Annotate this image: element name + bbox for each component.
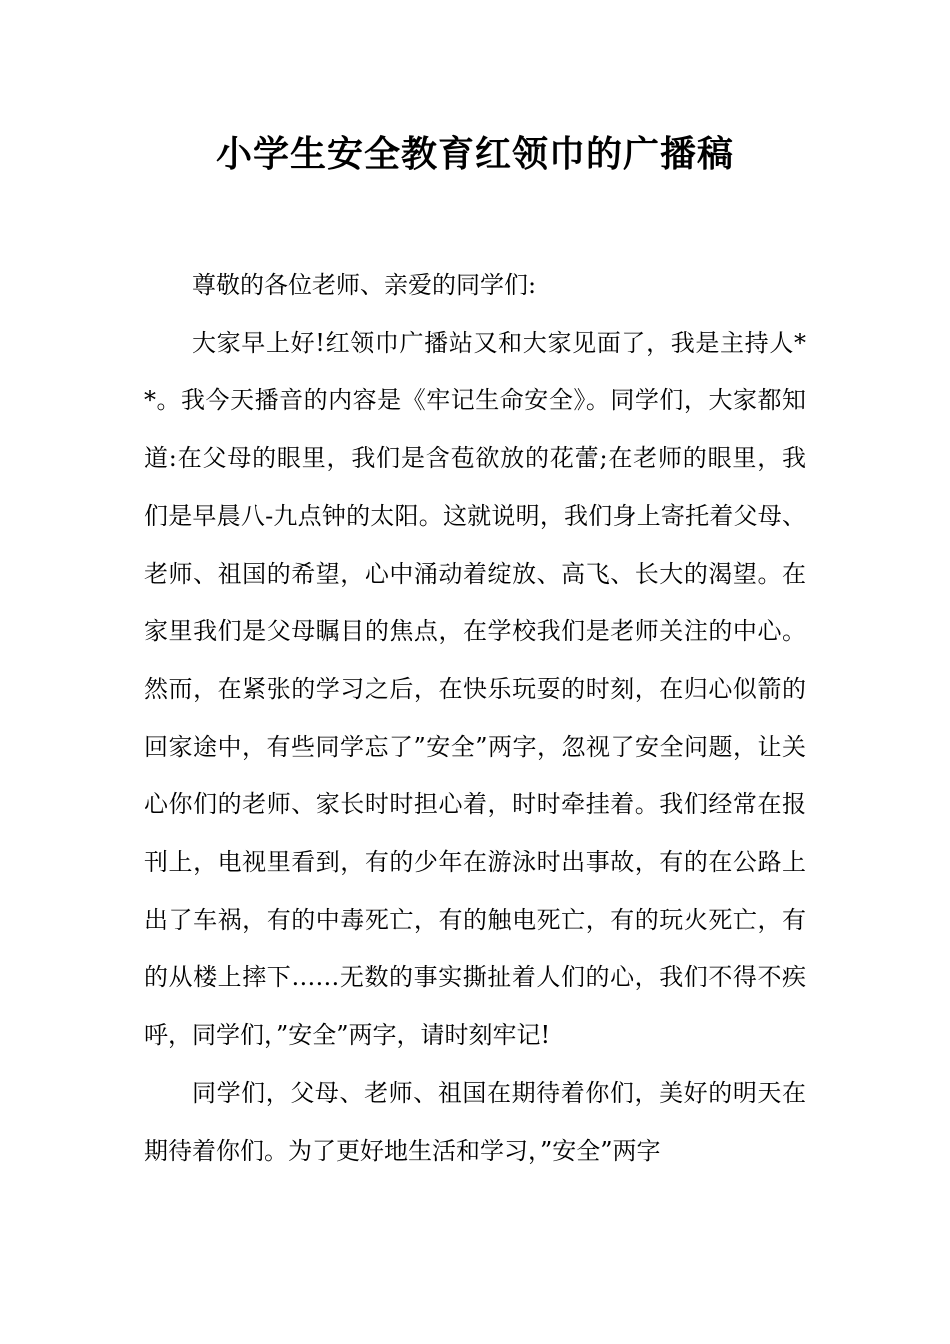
paragraph-main: 大家早上好!红领巾广播站又和大家见面了，我是主持人**。我今天播音的内容是《牢记生命安全》。同学们，大家都知道:在父母的眼里，我们是含苞欲放的花蕾;在老师的眼里，我们是早晨八-九点钟的太阳。这就说明，我们身上寄托着父母、老师、祖国的希望，心中涌动着绽放、高飞、长大的渴望。在家里我们是父母瞩目的焦点，在学校我们是老师关注的中心。然而，在紧张的学习之后，在快乐玩耍的时刻，在归心似箭的回家途中，有些同学忘了”安全”两字，忽视了安全问题，让关心你们的老师、家长时时担心着，时时牵挂着。我们经常在报刊上，电视里看到，有的少年在游泳时出事故，有的在公路上出了车祸，有的中毒死亡，有的触电死亡，有的玩火死亡，有的从楼上摔下……无数的事实撕扯着人们的心，我们不得不疾呼，同学们，”安全”两字，请时刻牢记!: [144, 328, 806, 1050]
document-title: 小学生安全教育红领巾的广播稿: [215, 133, 734, 175]
paragraph-greeting: 尊敬的各位老师、亲爱的同学们:: [192, 271, 537, 299]
document-body: [144, 257, 806, 1180]
paragraph-closing: 同学们，父母、老师、祖国在期待着你们，美好的明天在期待着你们。为了更好地生活和学习，”安全”两字: [144, 1078, 806, 1165]
